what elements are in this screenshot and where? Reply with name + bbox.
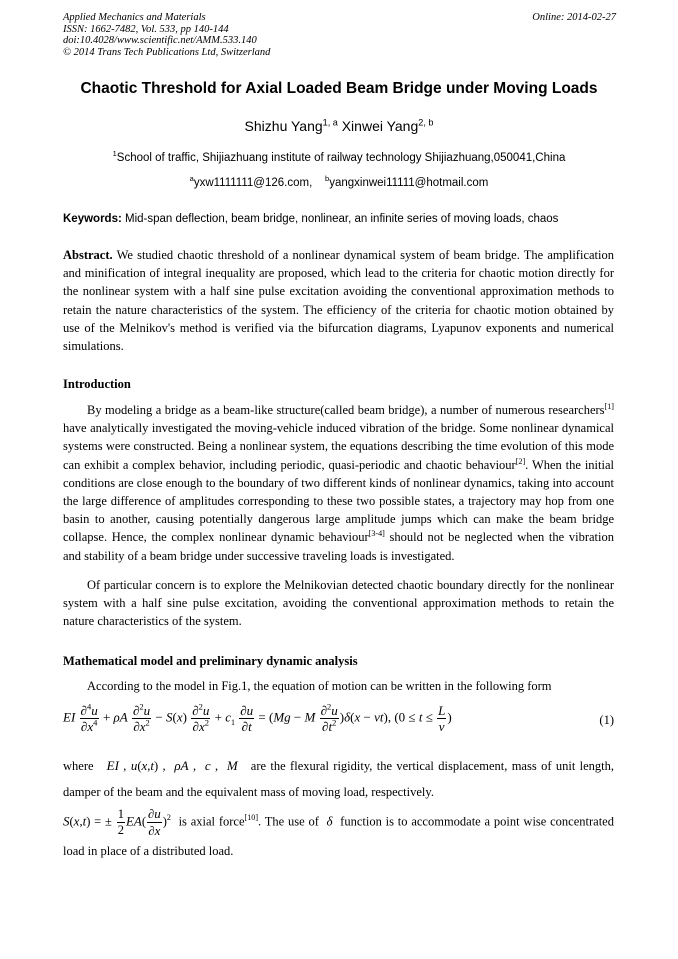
where-text: are the flexural rigidity, the vertical displacement, mass of unit length, damper of the beam and the equivalent mass of moving load, respectively. — [63, 759, 615, 799]
online-date: Online: 2014-02-27 — [532, 12, 616, 23]
intro-ref-3[interactable]: [3-4] — [368, 529, 385, 539]
axial-ref[interactable]: [10] — [244, 813, 259, 823]
author-2-sup: 2, b — [418, 117, 434, 128]
doi[interactable]: doi:10.4028/www.scientific.net/AMM.533.140 — [63, 35, 257, 46]
model-heading: Mathematical model and preliminary dynamic analysis — [63, 654, 358, 668]
copyright: © 2014 Trans Tech Publications Ltd, Switzerland — [63, 46, 271, 58]
introduction-paragraph-1 — [63, 401, 614, 565]
author-1-sup: 1, a — [322, 117, 338, 128]
intro-p1-d: should not be neglected when the vibration and stability of a beam bridge under successive traveling loads is investigated. — [63, 530, 614, 563]
introduction-paragraph-2: Of particular concern is to explore the Melnikovian detected chaotic boundary directly for the nonlinear system with a half sine pulse excitation, avoiding the conventional approximation methods to retain the nature characteristics of the system. — [63, 578, 614, 629]
equation-1 — [63, 699, 614, 743]
affiliation-text: School of traffic, Shijiazhuang institute of railway technology Shijiazhuang,050041,China — [116, 152, 566, 164]
journal-name: Applied Mechanics and Materials — [63, 12, 206, 23]
journal-header — [63, 12, 270, 58]
keywords-label: Keywords: — [63, 213, 122, 225]
issn: ISSN: 1662-7482, Vol. 533, pp 140-144 — [63, 23, 229, 35]
axial-text-b: . The use of — [258, 814, 319, 829]
abstract — [63, 246, 614, 355]
email-a[interactable]: yxw1111111@126.com, — [193, 177, 313, 189]
keywords — [63, 213, 615, 225]
paper-title: Chaotic Threshold for Axial Loaded Beam Bridge under Moving Loads — [80, 80, 598, 97]
author-2: Xinwei Yang — [341, 118, 419, 134]
abstract-text: We studied chaotic threshold of a nonlinear dynamical system of beam bridge. The amplification and minification of integral inequality are proposed, which lead to the criteria for chaotic motion directly for the nonlinear system with a half sine pulse excitation avoiding the conventional approximation methods to retain the nature characteristics of the system. The efficiency of the criteria for chaotic motion obtained by use of the Melnikov's method is verified via the bifurcation diagrams, Lyapunov exponents and numerical simulations. — [63, 248, 614, 354]
where-paragraph: where EI , u(x,t) , ρA , c , M are the flexural rigidity, the vertical displacement, mass of unit length, damper of the beam and the equivalent mass of moving load, respectively. — [63, 758, 615, 799]
affiliation — [0, 149, 678, 164]
equation-1-body: EI $\frac{\partial^4u}{\partial x^4}$ + ρA $\frac{\partial^2u}{\partial x^2}$ − S(x) $\frac{\partial^2u}{\partial x^2}$ + $c_1$ $\frac{\partial u}{\partial t}$ = (Mg − M $\frac{\partial^2u}{\partial t^2}$ )δ(x − vt), (0 ≤ t ≤ $\frac{L}{v}$ ) — [63, 701, 452, 734]
equation-1-number: (1) — [599, 713, 614, 727]
where-label: where — [63, 759, 94, 773]
intro-ref-1[interactable]: [1] — [604, 401, 614, 411]
author-1: Shizhu Yang — [244, 118, 323, 134]
axial-text-a: is axial force — [178, 814, 245, 829]
model-intro: According to the model in Fig.1, the equation of motion can be written in the following form — [87, 679, 552, 693]
email-b-sup: b — [325, 174, 330, 184]
affiliation-sup: 1 — [112, 149, 117, 159]
email-b[interactable]: yangxinwei11111@hotmail.com — [329, 177, 489, 189]
intro-p1-c: . When the initial conditions are close enough to the boundary of two different kinds of nonlinear dynamics, taking into account the large difference of amplitudes corresponding to these two possible states, a trajectory may hop from one basin to another, causing potentially dangerous large amplitude jumps which can make the beam bridge collapse. Hence, the complex nonlinear dynamic behaviour — [63, 457, 614, 545]
email-a-sup: a — [189, 174, 194, 184]
introduction-heading: Introduction — [63, 377, 131, 391]
intro-p1-a: By modeling a bridge as a beam-like structure(called beam bridge), a number of numerous researchers — [87, 403, 605, 417]
email-line — [0, 174, 678, 189]
author-line — [0, 118, 678, 134]
intro-p1-b: have analytically investigated the moving-vehicle induced vibration of the bridge. Some nonlinear dynamical systems were constructed. Being a nonlinear system, the equations describing the time evolution of this mode can exhibit a complex behavior, including periodic, quasi-periodic and chaotic behaviour — [63, 421, 614, 472]
axial-text-c: function is to accommodate a point wise concentrated load in place of a distributed load. — [63, 814, 614, 858]
abstract-label: Abstract. — [63, 248, 113, 262]
keywords-text: Mid-span deflection, beam bridge, nonlinear, an infinite series of moving loads, chaos — [125, 213, 559, 225]
axial-force-paragraph: S(x,t) = ± $\frac{1}{2}$ EA( $\frac{\partial u}{\partial x}$ )$^2$ is axial force[10]. The use of δ function is to accommodate a point wise concentrated load in place of a distributed load. — [63, 806, 614, 858]
intro-ref-2[interactable]: [2] — [515, 456, 526, 466]
